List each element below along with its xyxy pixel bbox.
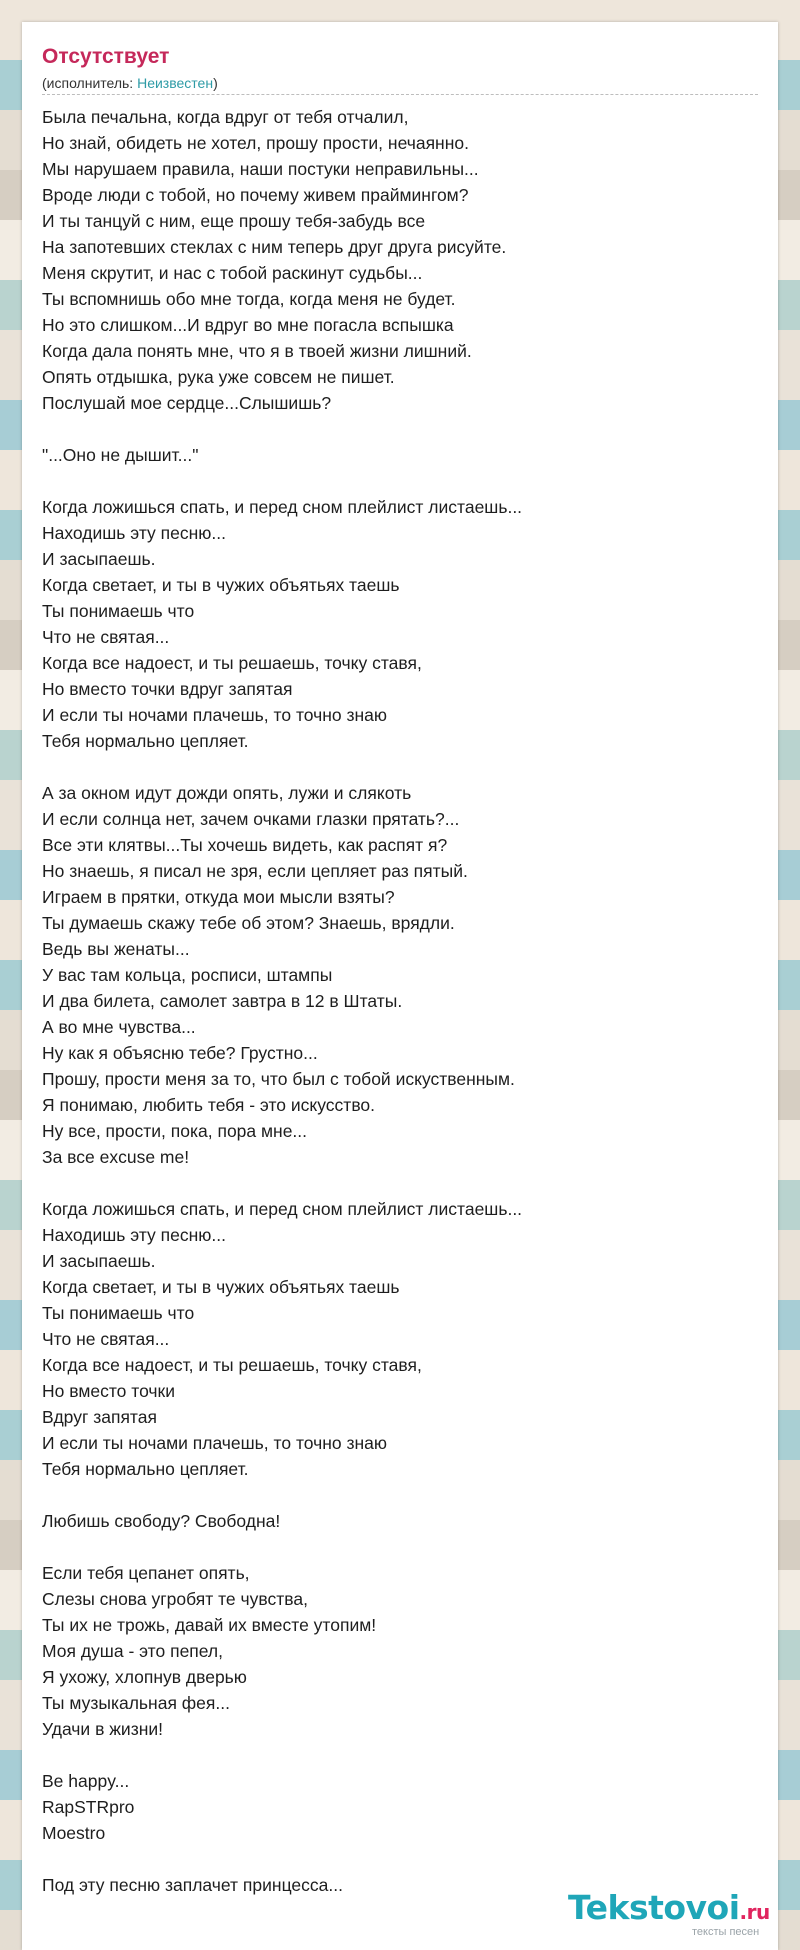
lyric-line: Тебя нормально цепляет. [42,731,249,751]
artist-link[interactable]: Неизвестен [137,75,214,91]
lyric-line: Be happy... [42,1771,130,1791]
lyric-line: А во мне чувства... [42,1017,196,1037]
lyric-line: Когда ложишься спать, и перед сном плейлист листаешь... [42,1199,523,1219]
lyric-line: Тебя нормально цепляет. [42,1459,249,1479]
lyric-line: Под эту песню заплачет принцесса... [42,1875,343,1895]
lyric-line: Если тебя цепанет опять, [42,1563,250,1583]
lyric-line: Слезы снова угробят те чувства, [42,1589,308,1609]
lyric-line: За все excuse me! [42,1147,190,1167]
lyric-line: Когда ложишься спать, и перед сном плейлист листаешь... [42,497,523,517]
lyric-line: Я ухожу, хлопнув дверью [42,1667,247,1687]
artist-line [42,74,218,92]
lyric-line: Все эти клятвы...Ты хочешь видеть, как распят я? [42,835,448,855]
lyric-line: RapSTRpro [42,1797,135,1817]
lyric-line: Ну все, прости, пока, пора мне... [42,1121,308,1141]
lyric-line: Moestro [42,1823,106,1843]
lyric-line: Когда дала понять мне, что я в твоей жизни лишний. [42,341,472,361]
lyric-line: Ты их не трожь, давай их вместе утопим! [42,1615,377,1635]
lyric-line: Ты понимаешь что [42,1303,195,1323]
lyric-line: Опять отдышка, рука уже совсем не пишет. [42,367,395,387]
artist-suffix: ) [213,75,218,91]
lyric-line: Ведь вы женаты... [42,939,190,959]
lyrics-text [42,104,758,1898]
lyric-line: А за окном идут дожди опять, лужи и слякоть [42,783,412,803]
site-logo[interactable] [568,1888,768,1938]
lyric-line: Любишь свободу? Свободна! [42,1511,281,1531]
lyric-line [42,1170,758,1196]
lyric-line: Играем в прятки, откуда мои мысли взяты? [42,887,395,907]
lyric-line: Послушай мое сердце...Слышишь? [42,393,332,413]
logo-subtitle: тексты песен [692,1926,760,1938]
lyric-line: Вроде люди с тобой, но почему живем праймингом? [42,185,469,205]
artist-prefix: (исполнитель: [42,75,138,91]
lyric-line: И два билета, самолет завтра в 12 в Штаты. [42,991,403,1011]
lyric-line: Когда все надоест, и ты решаешь, точку ставя, [42,1355,422,1375]
lyric-line: На запотевших стеклах с ним теперь друг друга рисуйте. [42,237,507,257]
lyric-line: Когда все надоест, и ты решаешь, точку ставя, [42,653,422,673]
lyric-line [42,1846,758,1872]
lyric-line: Была печальна, когда вдруг от тебя отчалил, [42,107,409,127]
lyric-line: И засыпаешь. [42,549,156,569]
lyric-line: Но знай, обидеть не хотел, прошу прости, нечаянно. [42,133,469,153]
lyric-line: И если ты ночами плачешь, то точно знаю [42,705,388,725]
lyric-line: Удачи в жизни! [42,1719,164,1739]
lyric-line: У вас там кольца, росписи, штампы [42,965,333,985]
lyric-line: Я понимаю, любить тебя - это искусство. [42,1095,376,1115]
lyric-line: И засыпаешь. [42,1251,156,1271]
lyric-line [42,754,758,780]
lyric-line: Ты вспомнишь обо мне тогда, когда меня не будет. [42,289,456,309]
lyric-line: Но это слишком...И вдруг во мне погасла вспышка [42,315,454,335]
lyric-line: Что не святая... [42,1329,170,1349]
lyric-line [42,1534,758,1560]
lyric-line: Меня скрутит, и нас с тобой раскинут судьбы... [42,263,423,283]
lyric-line [42,1742,758,1768]
lyric-line: Когда светает, и ты в чужих объятьях таешь [42,575,400,595]
lyric-line: Когда светает, и ты в чужих объятьях таешь [42,1277,400,1297]
lyric-line [42,416,758,442]
logo-main-text: Tekstovoi [568,1888,740,1927]
lyric-line: Находишь эту песню... [42,523,226,543]
lyric-line: Мы нарушаем правила, наши постуки неправильны... [42,159,479,179]
lyric-line: Ты музыкальная фея... [42,1693,230,1713]
lyric-line: Прошу, прости меня за то, что был с тобой искуственным. [42,1069,515,1089]
lyric-line: "...Оно не дышит..." [42,445,199,465]
lyric-line: Что не святая... [42,627,170,647]
lyric-line: И если ты ночами плачешь, то точно знаю [42,1433,388,1453]
logo-tld: .ru [739,1900,770,1924]
title-divider [42,94,758,95]
lyric-line [42,1482,758,1508]
lyric-line: Ты думаешь скажу тебе об этом? Знаешь, врядли. [42,913,455,933]
lyric-line [42,468,758,494]
lyrics-card [22,22,778,1950]
song-title: Отсутствует [42,45,170,68]
lyric-line: Но вместо точки [42,1381,175,1401]
lyric-line: Но знаешь, я писал не зря, если цепляет раз пятый. [42,861,468,881]
lyric-line: И ты танцуй с ним, еще прошу тебя-забудь все [42,211,426,231]
lyric-line: Находишь эту песню... [42,1225,226,1245]
lyric-line: Ты понимаешь что [42,601,195,621]
lyric-line: Но вместо точки вдруг запятая [42,679,293,699]
lyric-line: Моя душа - это пепел, [42,1641,223,1661]
lyric-line: И если солнца нет, зачем очками глазки прятать?... [42,809,460,829]
lyric-line: Ну как я объясню тебе? Грустно... [42,1043,318,1063]
lyric-line: Вдруг запятая [42,1407,157,1427]
